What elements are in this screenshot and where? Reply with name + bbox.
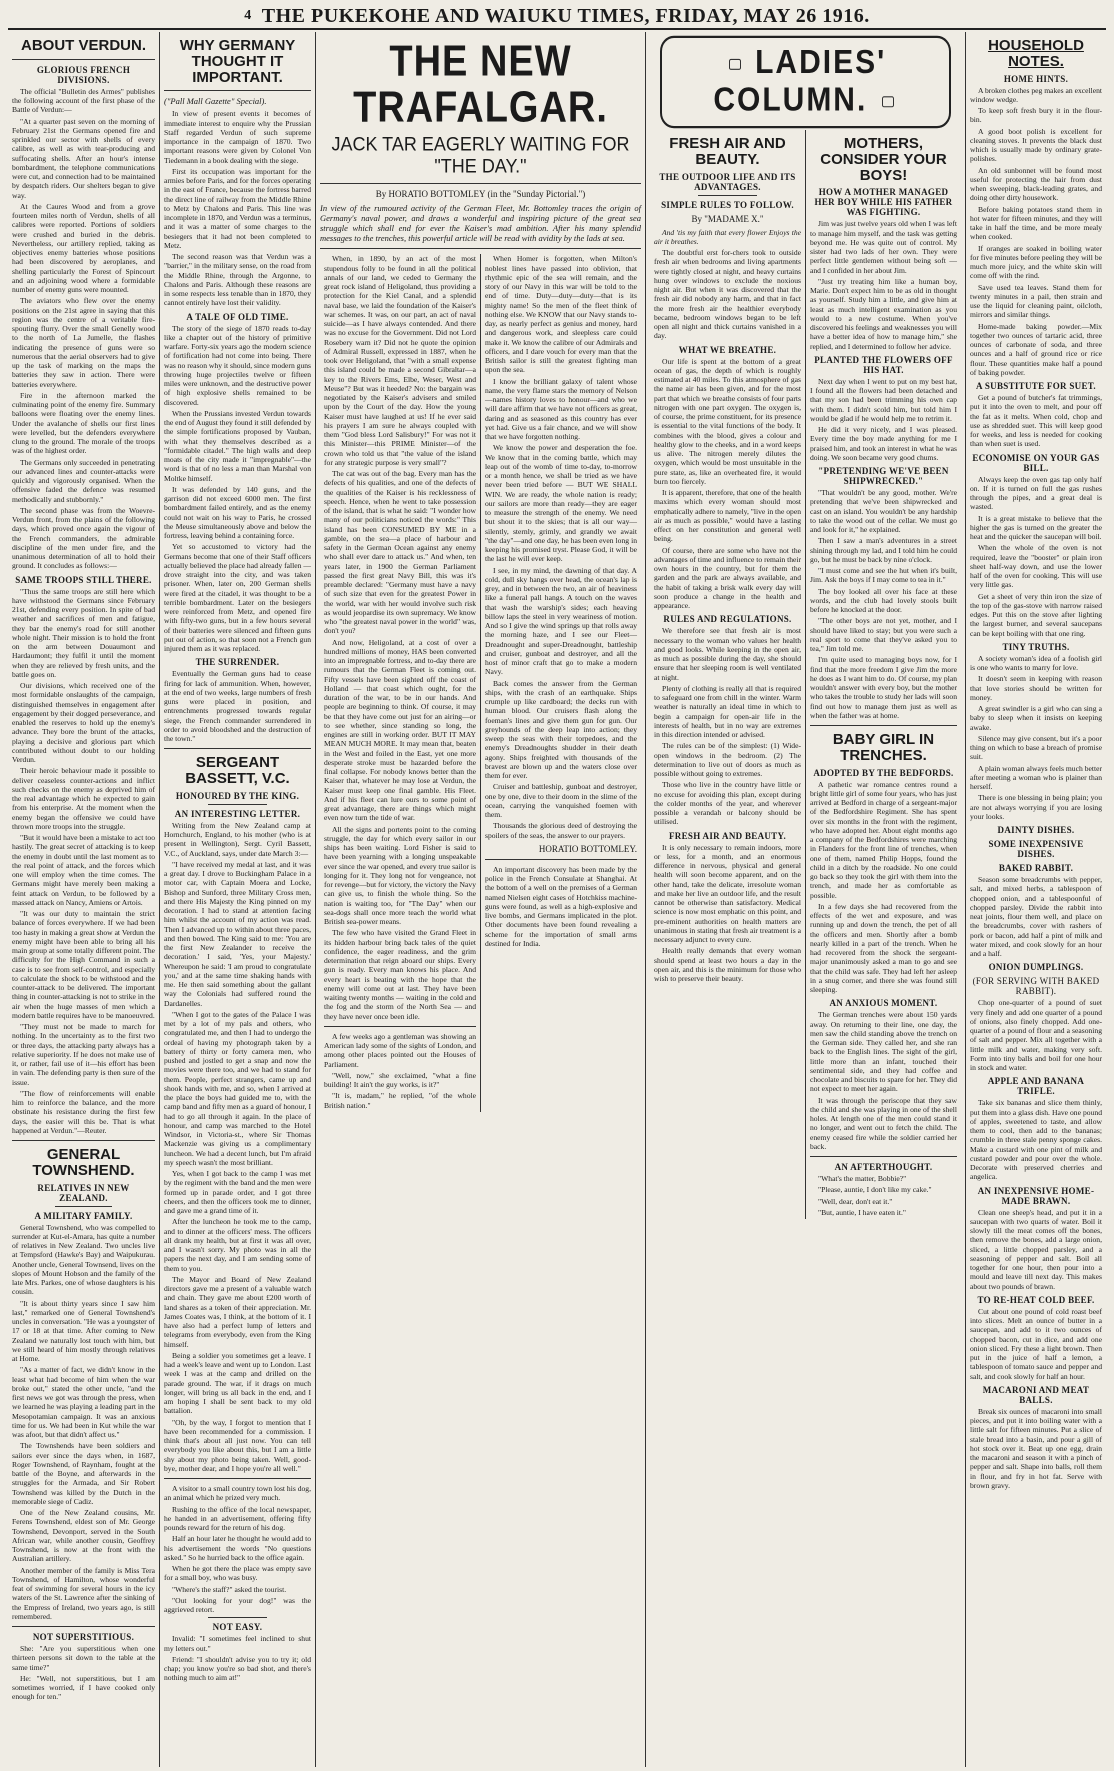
paragraph: Eventually the German guns had to cease firing for lack of ammunition. When, however, at the end of two weeks, large numbers of fresh guns were placed in position, and entrenchments progressed towards regular siege, the French commander surrendered in order to avoid bloodshed and the destruction of the town." bbox=[164, 669, 311, 743]
ladies-column bbox=[646, 32, 966, 1767]
paragraph: Being a soldier you sometimes get a leave. I had a week's leave and went up to London. Last week I was at the camp and drilled on the parade ground. The war, if it drags on much longer, will bring us all back in the end, and I am hoping I shall be sent back to my old battalion. bbox=[164, 1350, 311, 1416]
paragraph: "What's the matter, Bobbie?" bbox=[818, 1174, 907, 1183]
paragraph: Break six ounces of macaroni into small pieces, and put it into boiling water with a little salt for fifteen minutes. Put a slice of stale bread into a basin, and pour a gill of hot stock over it. Beat up one egg, drain the macaroni and season it with a pinch of pepper and salt. Shape into balls, roll them in flour, and fry in hot fat. Serve with brown gravy. bbox=[970, 1406, 1102, 1490]
paragraph: "Oh, by the way, I forgot to mention that I have been recommended for a commission. I think that's about all just now. You can tell everybody you like about this, but I am a little shy about my photo being taken. Well, good-bye, mother dear, and I hope you're all well." bbox=[164, 1417, 311, 1473]
headline-why-germany: WHY GERMANY THOUGHT IT IMPORTANT. bbox=[179, 37, 296, 86]
divider bbox=[164, 90, 311, 91]
paragraph: "The flow of reinforcements will enable him to reinforce the balance, and the more obstinate his resistance during the first few days, the easier will this be. That is what happened at Verdun."—Reuter. bbox=[12, 1088, 155, 1135]
divider bbox=[12, 1626, 155, 1627]
ladies-column-right bbox=[805, 130, 961, 1219]
paragraph: She: "Are you superstitious when one thirteen persons sit down to the table at the same time?" bbox=[12, 1644, 155, 1672]
ladies-column-title: LADIES' COLUMN. bbox=[713, 44, 887, 119]
divider bbox=[12, 1140, 155, 1141]
paragraph: A society woman's idea of a foolish girl is one who wants to marry for love. bbox=[970, 653, 1102, 672]
paragraph: Friend: "I shouldn't advise you to try it; old chap; you know you're so bad shot, and there's nothing much to aim at!" bbox=[164, 1654, 311, 1683]
divider bbox=[810, 725, 957, 726]
paragraph: We therefore see that fresh air is most necessary to the woman who values her health and good looks. While keeping in the open air, as much as possible during the day, she should ensure that her sleeping room is well ventilated at night. bbox=[654, 626, 801, 682]
paragraph: "It is about thirty years since I saw him last," remarked one of General Townshend's uncles in conversation. "He was a youngster of 17 or 18 at that time. After coming to New Zealand we naturally lost touch with him, but we still heard of him mostly through relatives at Home. bbox=[12, 1298, 155, 1363]
paragraph: "Out looking for your dog!" was the aggrieved retort. bbox=[164, 1595, 311, 1614]
paragraph: A great swindler is a girl who can sing a baby to sleep when it insists on keeping awake. bbox=[970, 704, 1102, 732]
paragraph: The German trenches were about 150 yards away. On returning to their line, one day, the men saw the child standing above the trench on the German side. They called her, and she ran back to the English lines. The sight of the girl, little more than an infant, touched their sentimental side, and they had coffee and chocolate and biscuits to spare for her. They did not expect to meet her again. bbox=[810, 1010, 957, 1094]
paragraph: "That wouldn't be any good, mother. We're pretending that we've been shipwrecked and cast on an island. You wouldn't be any hardship to take the wood out of the cellar. We must go and look for it," he explained. bbox=[810, 488, 957, 534]
paragraph: "I must come and see the hut when it's built, Jim. Ask the boys if I may come to tea in it." bbox=[810, 566, 957, 585]
article-new-trafalgar bbox=[316, 32, 646, 1767]
subhead: AN INEXPENSIVE HOME-MADE BRAWN. bbox=[977, 1185, 1095, 1206]
paragraph: Take six bananas and slice them thinly, put them into a glass dish. Have one pound of apples, sweetened to taste, and allow them to cool, then add to the bananas; crumble in three stale penny sponge cakes. Make a custard with one pint of milk and custard powder and pour over the whole. Decorate with preserved cherries and angelica. bbox=[970, 1098, 1102, 1182]
subhead: AN ANXIOUS MOMENT. bbox=[829, 998, 938, 1009]
subhead: MACARONI AND MEAT BALLS. bbox=[982, 1384, 1090, 1405]
headline-new-trafalgar: THE NEW TRAFALGAR. bbox=[353, 37, 608, 132]
masthead-title: THE PUKEKOHE AND WAIUKU TIMES, FRIDAY, MAY 26 1916. bbox=[261, 4, 870, 27]
paragraph: It was defended by 140 guns, and the garrison did not exceed 6000 men. The first bombardment failed entirely, and as the enemy could not wait on his way to Paris, he crossed the Meuse simultaneously above and below the fortress, leaving behind a containing force. bbox=[164, 484, 311, 540]
masthead bbox=[8, 4, 1106, 30]
paragraph: "But it would have been a mistake to act too hastily. The great secret of attacking is to keep the enemy in doubt until the last moment as to the real point of attack, and the forces which one will employ when the time comes. The Germans might have merely been making a feint attack on Verdun, to be followed by a massed attack on Nancy, Amiens or Artois. bbox=[12, 833, 155, 907]
subhead: DAINTY DISHES. bbox=[997, 825, 1075, 835]
subhead: HOME HINTS. bbox=[1003, 73, 1069, 84]
paragraph: The doubtful erst for-chers took to outside fresh air when bedrooms and living apartments were tightly closed at night, and heavy curtains hung over windows to exclude the noxious night air. But when it was discovered that the fresh air did nobody any harm, and that in fact the more fresh air the healthier everybody became, bedroom windows began to be left open all night and thick curtains vanished in a day. bbox=[654, 248, 801, 341]
paragraph: "They must not be made to march for nothing. In the uncertainty as to the first two or three days, the attacking party always has a relative superiority. If he does not make use of it, or rather, fail use of it—his effort has been in vain. The defending party is then sure of the issue. bbox=[12, 1022, 155, 1087]
paragraph: "The other boys are not yet, mother, and I should have liked to stay; but you were such a real sport to come that they've asked you to tea," Jim told me. bbox=[810, 616, 957, 653]
paragraph: The story of the siege of 1870 reads to-day like a chapter out of the history of primitive warfare. Forty-six years ago the modern science of fortification had not come into being. There was no reason why it should, since modern guns throwing huge projectiles twelve or fifteen miles were unknown, and the destructive power of high explosive shells remained to be discovered. bbox=[164, 323, 312, 407]
subhead: APPLE AND BANANA TRIFLE. bbox=[987, 1076, 1085, 1097]
paragraph: Writing from the New Zealand camp at Hornchurch, England, to his mother (who is at present in Wellington), Sergt. Cyril Bassett, V.C., of Auckland, says, under date March 3:— bbox=[164, 820, 311, 858]
paragraph: Their heroic behaviour made it possible to deliver ceaseless counter-actions and inflict such checks on the enemy as deprived him of the real advantage which he expected to gain from his enterprise. At the moment when the enemy began the offensive we could have thrown more troops into the struggle. bbox=[12, 766, 155, 831]
paragraph: In view of present events it becomes of immediate interest to enquire why the Prussian Staff regarded Verdun of such supreme importance in the campaign of 1870. Two important reasons were given by Colonel Von Tiedemann in a book dealing with the siege. bbox=[164, 109, 311, 165]
paragraph: Cruiser and battleship, gunboat and destroyer, one by one, dive to their doom in the slime of the ocean, carrying the vanquished foemen with them. bbox=[485, 782, 637, 820]
divider bbox=[208, 804, 267, 805]
subhead: GLORIOUS FRENCH DIVISIONS. bbox=[36, 64, 131, 85]
subhead: AN AFTERTHOUGHT. bbox=[834, 1162, 933, 1172]
subhead: RELATIVES IN NEW ZEALAND. bbox=[37, 1182, 130, 1203]
paragraph: "Just try treating him like a human boy, Marie. Don't expect him to be as old in thought as yourself. Study him a little, and give him at least as much intelligent examination as you would to a new costume. When you've discovered his feelings and weaknesses you will have a better idea of how to manage him," she replied, and I determined to follow her advice. bbox=[810, 276, 957, 351]
paragraph: A few weeks ago a gentleman was showing an American lady some of the sights of London, and among other places pointed out the Houses of Parliament. bbox=[324, 1031, 476, 1069]
paragraph: Fire in the afternoon marked the culminating point of the enemy fire. Summary balloons were floating over the enemy lines. Under the avalanche of shells our first lines were levelled, but the defenders everywhere clung to the ground. The morale of the troops was of the highest order. bbox=[12, 390, 155, 456]
scroll-ornament-icon bbox=[729, 59, 741, 70]
paragraph: "It is, madam," he replied, "of the whole British nation." bbox=[324, 1091, 476, 1110]
divider bbox=[698, 195, 757, 196]
paragraph: Clean one sheep's head, and put it in a saucepan with two quarts of water. Boil it slowly till the meat comes off the bones, then remove the bones, add a large onion, sliced, a little chopped parsley, and a seasoning of pepper and salt. Boil all together for one hour, then pour into a mould and leave till next day. This makes about two pounds of brawn. bbox=[970, 1207, 1102, 1291]
subhead: SAME TROOPS STILL THERE. bbox=[15, 574, 152, 585]
column-household bbox=[966, 32, 1106, 1767]
headline-baby-girl: BABY GIRL IN TRENCHES. bbox=[832, 731, 935, 764]
subhead: RULES AND REGULATIONS. bbox=[663, 614, 792, 625]
subhead: TO RE-HEAT COLD BEEF. bbox=[977, 1294, 1095, 1305]
paragraph: One of the New Zealand cousins, Mr. Ferens Townshend, eldest son of Mr. George Townshend, Devonport, served in the South African war, while another cousin, Geoffrey Townshend, is now at the front with the Australian artillery. bbox=[12, 1508, 155, 1564]
ladies-column-banner bbox=[660, 36, 951, 128]
paragraph: Get a sheet of very thin iron the size of the top of the gas-stove with narrow raised edges. Put this on the stove after lighting the largest burner, and several saucepans can be kept boiling with that one ring. bbox=[970, 591, 1102, 638]
paragraph: The official "Bulletin des Armes" publishes the following account of the first phase of the Battle of Verdun:— bbox=[12, 86, 155, 115]
paragraph: Save used tea leaves. Stand them for twenty minutes in a pail, then strain and use the liquid for cleaning paint, oilcloth, mirrors and similar things. bbox=[970, 282, 1102, 320]
page-number: 4 bbox=[244, 8, 252, 23]
column-verdun bbox=[8, 32, 160, 1767]
paragraph: Half an hour later he thought he would add to his advertisement the words "No questions asked." So he hurried back to the office again. bbox=[164, 1534, 311, 1562]
paragraph: The aviators who flew over the enemy positions on the 21st agree in saying that this region was the centre of a veritable fire-spouting flurry. Over the small Genelly wood to the north of La Jumelle, the flashes indicating the presence of guns were so numerous that the aerial observers had to give up the task of marking on the maps the batteries they saw in action. There were batteries everywhere. bbox=[12, 296, 155, 389]
divider bbox=[12, 59, 155, 60]
paragraph: An important discovery has been made by the police in the French Consulate at Shanghai. At the bottom of a well on the premises of a German named Nielsen eight cases of Hotchkiss machine-guns were found, as well as a high-explosive and live bombs, and Germans implicated in the plot. Other documents have been found revealing a scheme for the importation of small arms destined for India. bbox=[485, 864, 637, 948]
divider bbox=[164, 1478, 311, 1479]
paragraph: Cut about one pound of cold roast beef into slices. Melt an ounce of butter in a saucepan, and add to it two ounces of chopped bacon, cut in dice, and add one onion sliced. Fry these a light brown. Then put in the juice of half a lemon, a tablespoon of tomato sauce and pepper and salt, and cook slowly for half an hour. bbox=[970, 1306, 1102, 1381]
paragraph: Chop one-quarter of a pound of suet very finely and add one quarter of a pound of onions, also finely chopped. Add one-quarter of a pound of flour and a seasoning of salt and pepper. Mix all together with a little milk and water, making very soft. Form into tiny balls and boil for one hour in stock and water. bbox=[970, 998, 1102, 1072]
article-column-left bbox=[320, 254, 480, 1112]
paragraph: When Homer is forgotten, when Milton's noblest lines have passed into oblivion, that rhythmic epic of the sea will remain, and the story of our Navy in this war will be told to the end of time. Duty—duty—duty—that is its mighty name! So the men of the fleet think of nothing else. We KNOW that our Navy stands to-day, as nearly perfect as genius and money, hard and dangerous work, and sleepless care could make it. We know the calibre of our Admirals and officers, and I dare vouch for every man that the British sailor is still the greatest fighting man upon the sea. bbox=[485, 254, 637, 375]
paragraph: There is one blessing in being plain; you are not always worrying if you are losing your looks. bbox=[970, 793, 1102, 821]
paragraph: A visitor to a small country town lost his dog, an animal which he prized very much. bbox=[164, 1484, 311, 1503]
paragraph: Invalid: "I sometimes feel inclined to shut my letters out." bbox=[164, 1634, 311, 1653]
paragraph: Next day when I went to put on my best hat, I found all the flowers had been detached and that my son had been trimming his own cap with them. I didn't scold him, but told him I would be glad if he would help me to retrim it. bbox=[810, 376, 957, 423]
headline-sergeant-bassett: SERGEANT BASSETT, V.C. bbox=[185, 754, 290, 787]
column-germany bbox=[160, 32, 316, 1767]
paragraph: A good boot polish is excellent for cleaning stoves. It prevents the black dust which is usually made by ordinary grate-polishes. bbox=[970, 126, 1102, 164]
paragraph: Yes, when I got back to the camp I was met by the regiment with the band and the men were formed up in parade order, and I got three cheers, and then the officers took me to dinner, and gave me a grand time of it. bbox=[164, 1169, 311, 1215]
subhead: SIMPLE RULES TO FOLLOW. bbox=[661, 199, 794, 210]
subhead: WHAT WE BREATHE. bbox=[678, 344, 777, 355]
paragraph: Yet so accustomed to victory had the Germans become that one of their Staff officers actually believed the place had already fallen — drove straight into the city, and was taken prisoner. When, later on, 200 German shells were fired at the citadel, it was thought to be a terrible bombardment. Later on the besiegers were reinforced from Metz, and opened fire with fifty-two guns, but in a few hours several of their batteries were silenced and fifteen guns put out of action, so that soon not a French gun injured them as it was replaced. bbox=[164, 542, 311, 653]
paragraph: The boy looked all over his face at these words, and the club had lovely stools built before he knocked at the door. bbox=[810, 586, 957, 614]
divider bbox=[320, 248, 641, 249]
subheadline-jack-tar: JACK TAR EAGERLY WAITING FOR "THE DAY." bbox=[331, 132, 630, 177]
headline-household-notes: HOUSEHOLD NOTES. bbox=[988, 37, 1084, 70]
paragraph: "As a matter of fact, we didn't know in the least what had become of him when the war broke out," stated the other uncle, "and the first news we got was through the press, when we learned he was playing a leading part in the Mesopotamian campaign. It was an anxious time for us. We had been in Kut while the war was afoot, but that didn't affect us." bbox=[12, 1365, 155, 1439]
paragraph: Get a pound of butcher's fat trimmings, put it into the oven to melt, and pour off the fat as it melts. When cold, chop and use as shredded suet. This will keep good for weeks, and less is needed for cooking than when suet is used. bbox=[970, 393, 1102, 449]
paragraph: "Please, auntie, I don't like my cake." bbox=[818, 1185, 932, 1195]
subhead: NOT SUPERSTITIOUS. bbox=[32, 1632, 135, 1642]
paragraph: Season some breadcrumbs with pepper, salt, and mixed herbs, a tablespoon of chopped onion, and a tablespoonful of chopped parsley. Divide the rabbit into neat joints, flour them well, and place on the breadcrumbs, cover with rashers of pork or bacon, add half a pint of milk and water mixed, and cook slowly for an hour and a half. bbox=[970, 875, 1102, 958]
subhead: AN INTERESTING LETTER. bbox=[174, 808, 301, 819]
paragraph: A broken clothes peg makes an excellent window wedge. bbox=[970, 85, 1102, 104]
byline: By HORATIO BOTTOMLEY (in the "Sunday Pictorial.") bbox=[375, 189, 586, 200]
article-body bbox=[320, 254, 641, 1112]
paragraph: I know the brilliant galaxy of talent whose name, the very flame stars the memory of Nelson—names history loves to honour—and who we will dare affirm that we have not officers as great, daring and as seasoned as this country has ever yet had. Give us a fair chance, and we will show that we have forgotten nothing. bbox=[485, 376, 637, 442]
subhead: FRESH AIR AND BEAUTY. bbox=[669, 830, 786, 841]
subhead: ONION DUMPLINGS. bbox=[988, 962, 1084, 973]
paragraph: All the signs and portents point to the coming struggle, the day for which every sailor in our ships has been waiting. Lord Fisher is said to have been yearning with a longing unspeakable ever since the war opened, and every true sailor is longing for it. They long not for vengeance, not for revenge—but for victory, the victory the Navy can give us, to finish the whole thing. So the nation is waiting too, for "The Day" when our sea-dogs shall once more teach the world what British sea-power means. bbox=[324, 824, 476, 927]
paragraph: The second phase was from the Woevre-Verdun front, from the plains of the following days, which proved once again the vigour of the French commanders, the admirable discipline of the men under fire, and the unanimous determination of all to hold their ground. It concludes as follows:— bbox=[12, 505, 155, 571]
subhead: A SUBSTITUTE FOR SUET. bbox=[976, 381, 1096, 391]
paragraph: Our life is spent at the bottom of a great ocean of gas, the depth of which is roughly estimated at 40 miles. To this atmosphere of gas the name air has been given, and for the most part that which we breathe consists of four parts nitrogen with one part oxygen. The oxygen is, of course, the prime constituent, for its presence is essential to the vital functions of the body. It combines with the blood, gives a colour and healthy glow to the cheeks, and in a word keeps us alive. The nitrogen merely dilutes the oxygen, which would be most unsuitable in the pure state, as, like an overheated fire, it would burn too fiercely. bbox=[654, 356, 801, 486]
headline-about-verdun: ABOUT VERDUN. bbox=[20, 37, 146, 54]
paragraph: It is a great mistake to believe that the higher the gas is turned on the greater the heat and the quicker the saucepan will boil. bbox=[970, 513, 1102, 541]
paragraph: Plenty of clothing is really all that is required to safeguard one from chill in the winter. Warm weather is naturally an ideal time in which to begin a campaign for open-air life in the interests of health, but in no way are extremes in this direction intended or advised. bbox=[654, 683, 801, 739]
subhead: A MILITARY FAMILY. bbox=[34, 1210, 133, 1221]
paragraph: It doesn't seem in keeping with reason that love stories should be written for money. bbox=[970, 674, 1102, 702]
divider bbox=[164, 748, 311, 749]
subhead: ECONOMISE ON YOUR GAS BILL. bbox=[972, 452, 1100, 473]
paragraph: When the Prussians invested Verdun towards the end of August they found it still defended by the simple fortifications proposed by Vauban, with what they themselves described as a "formidable citadel." The high walls and deep moats of the city made it "impregnable"—the word is that of no less a man than Marshal von Moltke himself. bbox=[164, 408, 311, 483]
paragraph: The Germans only succeeded in penetrating our advanced lines and counter-attacks were quickly and vigorously organised. When the offensive faded the defence was resumed methodically and stubbornly." bbox=[12, 457, 155, 504]
scroll-ornament-icon bbox=[882, 96, 894, 107]
paragraph: Always keep the oven gas tap only half on. If it is turned on full the gas rushes through the pipes, and a great deal is wasted. bbox=[970, 474, 1102, 512]
paragraph: The few who have visited the Grand Fleet in its hidden harbour bring back tales of the quiet confidence, the eager readiness, and the grim determination that reign aboard our ships. Every gun is ready. Every man knows his place. And every heart is beating with the hope that the enemy will come out at last. They have been waiting twenty months — waiting in the cold and the fog and the storm of the North Sea — and they have never once been idle. bbox=[324, 928, 476, 1021]
paragraph: "I have received my medal at last, and it was a great day. I drove to Buckingham Palace in a motor car, with Captain Moera and Locke, Bishop and Sunford, three Military Cross men, and there His Majesty the King pinned on my decoration. I had to stand at attention facing him whilst the account of my action was read. Then I advanced up to within about three paces, and then bowed. The King said to me: 'You are the first New Zealander to receive the decoration.' I said, 'Yes, your Majesty.' Whereupon he said: 'I am proud to congratulate you,' and at the same time shaking hands with me. He then said something about the gallant way the Colonials had suffered round the Dardanelles. bbox=[164, 859, 311, 1008]
headline-fresh-air: FRESH AIR AND BEAUTY. bbox=[669, 135, 786, 168]
paragraph: When the whole of the oven is not required, leave the "booster" or plain iron sheet half-way down, and use the lower half of the oven for cooking. This will use very little gas. bbox=[970, 543, 1102, 590]
paragraph: Jim was just twelve years old when I was left to manage him myself, and the task was getting beyond me. He was quite out of control. My sister had two lads of her own. They were perfect little gentlemen without being soft — and I confided in her about Jim. bbox=[810, 219, 957, 275]
subhead: HONOURED BY THE KING. bbox=[175, 790, 300, 801]
paragraph: I see, in my mind, the dawning of that day. A cold, dull sky hangs over head, the ocean's lap is grey, and in between the two, an air of heaviness like a funeral pall hangs. A touch on the waves that wash the warship's sides; each heaving billow laps the steel in very weariness of motion. And so I give the wind springs up that rolls away the morning haze, and I see our Fleet—Dreadnought and super-Dreadnought, battleship and cruiser, gunboat and destroyer, and all the host of minor craft that go to make a modern Navy. bbox=[485, 565, 637, 677]
paragraph: "At a quarter past seven on the morning of February 21st the Germans opened fire and sprinkled our sector with shells of every calibre, as well as with tear-producing and suffocating shells. After an hour's intense bombardment, the telephone communications were cut, and connection had to be maintained by despatch riders. Our shelters began to give way. bbox=[12, 116, 155, 200]
paragraph: Home-made baking powder.—Mix together two ounces of tartaric acid, three ounces of carbonate of soda, and three ounces and a half of ground rice or rice flour. These quantities make half a pound of baking powder. bbox=[970, 321, 1102, 377]
paragraph: "Well, now," she exclaimed, "what a fine building! It ain't the guy works, is it?" bbox=[324, 1070, 476, 1090]
ladies-body bbox=[650, 130, 961, 1219]
paragraph: Back comes the answer from the German ships, with the crash of an earthquake. Ships crumple up like cardboard; the decks run with human blood. Our cruisers flash along the foeman's lines and give them gun for gun. Our greyhounds of the deep leap into action; they sweep the seas with their torpedoes, and the enemy's Dreadnoughts shudder in their death agony. Ships freighted with thousands of the bravest are blown up and the waters close over them for ever. bbox=[485, 678, 637, 781]
paragraph: "Well, dear, don't eat it." bbox=[818, 1196, 893, 1206]
paragraph: Before baking potatoes stand them in hot water for fifteen minutes, and they will take in half the time, and be more mealy when cooked. bbox=[970, 204, 1102, 242]
subhead: PLANTED THE FLOWERS OFF HIS HAT. bbox=[814, 354, 953, 375]
subhead: HOW A MOTHER MANAGED HER BOY WHILE HIS FATHER WAS FIGHTING. bbox=[814, 187, 953, 218]
paragraph: Rushing to the office of the local newspaper, he handed in an advertisement, offering fifty pounds reward for the return of his dog. bbox=[164, 1504, 311, 1532]
paragraph: When, in 1890, by an act of the most stupendous folly to be found in all the political annals of our land, we ceded to Germany the great rock island of Heligoland, thus providing a protection for the Kiel Canal, and a splendid naval base, we laid the foundation of the Kaiser's war schemes. It was, on our part, an act of naval suicide—as I have always contended. And there was no excuse for the Government. Did not Lord Rosebery warn it? Did not he quote the opinion of Admiral Russell, expressed in 1887, when he took over Heligoland, that "with a small expense this island could be made a second Gibraltar—a key to the Rivers Ems, Elbe, Weser, West and Meuse"? But was it heeded? No: the bargain was negotiated by the Kaiser's advisers and smiled upon by the Court of the day. How the young Kaiser must have laughed at us! If he ever said his prayers I am sure he always coupled with them "God bless Lord Salisbury!" For was not it this Minister—this PRIME Minister—of the crown who told us that "the value of the island for any strategic purpose is very small"? bbox=[324, 254, 476, 467]
paragraph: He: "Well, not superstitious, but I am sometimes worried, if I have cooked only enough for ten." bbox=[12, 1673, 155, 1702]
paragraph: It is only necessary to remain indoors, more or less, for a month, and an enormous difference in nervous, physical and general health will soon become apparent, and on the other hand, take the delicate, irresolute woman and make her live an outdoor life, and the result cannot be otherwise than satisfactory. Medical science is now most emphatic on this point, and pre-eminent authorities on health matters are unanimous in stating that fresh air treatment is a necessary adjunct to every cure. bbox=[654, 842, 801, 944]
paragraph: If oranges are soaked in boiling water for five minutes before peeling they will be much more juicy, and the white skin will come off with the rind. bbox=[970, 243, 1102, 281]
paragraph: It was through the periscope that they saw the child and she was playing in one of the shell holes. At length one of the men could stand it no longer, and went out to fetch the child. The enemy ceased fire while the soldier carried her back. bbox=[810, 1095, 957, 1151]
divider bbox=[324, 1026, 476, 1027]
article-intro: In view of the rumoured activity of the German Fleet, Mr. Bottomley traces the origin of Germany's naval power, and draws a wonderful and inspiring picture of the great sea struggle which shall end for ever the Kaiser's mad ambition. After his many splendid messages to the trenches, this powerful article will be read with avidity by the lads at sea. bbox=[320, 203, 641, 244]
paragraph: And 'tis my faith that every flower Enjoys the air it breathes. bbox=[654, 227, 801, 246]
paragraph: After the luncheon he took me to the camp, and to dinner at the officers' mess. The officers all drank my health, but at first it was all over, and I wasn't sorry. My photo was in all the papers the next day, and I am sending some of them to you. bbox=[164, 1217, 311, 1273]
paragraph: Health really demands that every woman should spend at least two hours a day in the open air, and this is the minimum for those who wish to preserve their beauty. bbox=[654, 946, 801, 983]
subhead: A TALE OF OLD TIME. bbox=[186, 311, 289, 322]
paragraph: "Where's the staff?" asked the tourist. bbox=[172, 1584, 287, 1594]
article-column-right bbox=[480, 254, 641, 1112]
paragraph: I'm quite used to managing boys now, for I find that the more freedom I give Jim the more he does as I want him to do. Of course, my plan wouldn't answer with every boy, but the mother who takes the trouble to study her lads will soon find out how to manage them just as well as when the father was at home. bbox=[810, 655, 958, 720]
subhead: THE SURRENDER. bbox=[195, 657, 280, 668]
subhead: (FOR SERVING WITH BAKED RABBIT). bbox=[972, 976, 1100, 997]
ladies-column-left bbox=[650, 130, 805, 1219]
paragraph: To keep soft fresh bury it in the flour-bin. bbox=[970, 106, 1102, 125]
paragraph: First its occupation was important for the armies before Paris, and for the forces operating in the east of France, because the fortress barred the direct line of railway from the Middle Rhine to Metz by Chalons and Paris. This line was incomplete in 1870, and Verdun was a terminus, and it was a matter of some charges to the besiegers that it had not been completed to Metz. bbox=[164, 166, 311, 250]
paragraph: "Thus the same troops are still here which have withstood the Germans since February 21st, defending every position. In spite of bad weather and sacrifices of men and fatigue, they bar the enemy's road for still another whole night. Their mission is to hold the front on the arm between Douaumont and Hardaumont; they fulfil it until the moment when they are relieved by fresh units, and the battle goes on. bbox=[12, 586, 155, 679]
paragraph: General Townshend, who was compelled to surrender at Kut-el-Amara, has quite a number of relatives in New Zealand. Two uncles live at Tempsford (Hawke's Bay) and Waipukurau. Another uncle, General Townsend, lives on the slopes of Mount Hobson and the family of the late Mrs. Parkes, one of whose daughters is his cousin. bbox=[12, 1222, 155, 1297]
paragraph: Thousands the glorious deed of destroying the spoilers of the seas, the answer to our prayers. bbox=[485, 821, 637, 840]
subhead: ADOPTED BY THE BEDFORDS. bbox=[813, 767, 954, 778]
paragraph: An old sunbonnet will be found most useful for protecting the hair from dust when sweeping, black-leading grates, and doing other dirty housework. bbox=[970, 165, 1102, 203]
paragraph: Silence may give consent, but it's a poor thing on which to base a breach of promise suit. bbox=[970, 733, 1102, 762]
paragraph: The Mayor and Board of New Zealand directors gave me a present of a valuable watch and chain. They gave me about £200 worth of land shares as a token of their appreciation. Mr. James Coates was, I think, at the bottom of it. I have also had a perfect lump of letters and telegrams from everybody, even from the King himself. bbox=[164, 1274, 311, 1349]
paragraph: It is apparent, therefore, that one of the health maxims which every woman should most emphatically adhere to namely, "live in the open air as much as possible," would have a lasting effect on her constitution and general well being. bbox=[654, 488, 801, 544]
paragraph: A plain woman always feels much better after meeting a woman who is plainer than herself. bbox=[970, 763, 1102, 791]
paragraph: Our divisions, which received one of the most formidable onslaughts of the campaign, distinguished themselves in engagement after engagement by their dogged perseverance, and enabled the reserves to hold up the enemy's advance. They bore the brunt of the attacks, playing a decisive and glorious part which contributed without doubt to our holding Verdun. bbox=[12, 681, 155, 764]
divider bbox=[55, 1206, 112, 1207]
paragraph: He did it very nicely, and I was pleased. Every time the boy made anything for me I praised him, and took an interest in what he was doing. We soon became very good chums. bbox=[810, 425, 957, 462]
subhead: TINY TRUTHS. bbox=[1002, 641, 1070, 652]
columns bbox=[8, 32, 1106, 1767]
headline-general-townshend: GENERAL TOWNSHEND. bbox=[32, 1146, 135, 1179]
paragraph: We know the power and desperation the foe. We know that in the coming battle, which may leap out of the womb of time to-day, to-morrow or a month hence, we shall be tried as we have never been tried before — BUT WE SHALL WIN. We are ready, the whole nation is ready; our sailors are more than ready—they are eager to measure the strength of the enemy. We need but shout it to the skies; that is all our way—silently, sternly, grimly, and grandly we await "the day"—and one day, he has been even long in keeping his promised tryst. Please God, it will be the last he will ever keep. bbox=[485, 443, 637, 564]
headline-mothers: MOTHERS, CONSIDER YOUR BOYS! bbox=[820, 135, 947, 184]
paragraph: The Townshends have been soldiers and sailors ever since the days when, in 1687, Roger Townshend, of Raynham, fought at the battle of the Boyne, and afterwards in the struggles for the Armada, and Sir Robert Townshend was killed by the Dutch in the memorable siege of Cadiz. bbox=[12, 1441, 155, 1506]
paragraph: "It was our duty to maintain the strict balance of forces everywhere. If we had been too hasty in making a great show at Verdun the enemy might have been able to bring all his main group at some totally different point. The difficulty for the High Command in such a case is to see from self-control, and especially to calculate the shock to be withstood and the counter-attack to be delivered. The important thing in counter-attacking is not to strike in the air when the huge masses of men which a modern battle requires have to be manoeuvred. bbox=[12, 909, 155, 1020]
paragraph: A pathetic war romance centres round a bright little girl of some four years, who has just arrived at Bedford in charge of a sergeant-major of the Bedfordshire Regiment. She has spent over six months in the front with the regiment, who have adopted her. About eight months ago a company of the Bedfordshires were marching in Flanders for the front line of trenches, when one of them, named Philip Hopps, found the child in a ditch by the roadside. No one could go back so they took the girl with them into the trench, and made her as comfortable as possible. bbox=[810, 779, 957, 900]
paragraph: Those who live in the country have little or no excuse for avoiding this plan, except during the colder months of the year, and wherever possible a verandah or balcony should be utilised. bbox=[654, 780, 801, 827]
divider bbox=[810, 1156, 957, 1157]
paragraph: The rules can be of the simplest: (1) Wide-open windows in the bedroom. (2) The determination to live out of doors as much as possible without going to extremes. bbox=[654, 741, 801, 778]
paragraph: The second reason was that Verdun was a "barrier," in the military sense, on the road from the Middle Rhine, through the Argonne, to Chalons and Paris. Although these reasons are in some respects less tenable than in 1870, they cannot entirely have lost their validity. bbox=[164, 252, 311, 308]
subhead: BAKED RABBIT. bbox=[998, 863, 1074, 873]
byline: By "MADAME X." bbox=[691, 213, 764, 224]
paragraph: At the Caures Wood and from a grove fourteen miles north of Verdun, shells of all calibres were reported. Portions of soldiers were crushed and buried in the debris. Nevertheless, our artillery replied, taking as objectives enemy batteries whose positions had been discovered by aeroplanes, and shelling particularly the Forest of Spincourt and an adjoining wood where a formidable number of enemy guns were mounted. bbox=[12, 201, 155, 294]
divider bbox=[485, 859, 637, 860]
paragraph: The cat was out of the bag. Every man has the defects of his qualities, and one of the defects of the qualities of the Kaiser is his recklessness of speech. Hence, when he went to take possession of the island, that is what he said: "I wonder how many of our politicians noticed the words:" This island has been CONSUMED BY ME in a gamble, on the sea—a place of harbour and safety in the German Ocean against any enemy who shall ever dare to attack us." And when, ten years later, in 1900 the German Parliament passed the first great Navy Bill, this was it's preamble declared: "Germany must have a navy of such size that even for the greatest Power in the world, war with her would involve such risk as would jeopardise its own supremacy. We know who "the greatest naval power in the world" was, don't you? bbox=[324, 469, 476, 636]
source-note: ("Pall Mall Gazette" Special). bbox=[164, 96, 267, 107]
divider bbox=[320, 183, 641, 184]
paragraph: "But, auntie, I have eaten it." bbox=[818, 1207, 907, 1217]
subhead: SOME INEXPENSIVE DISHES. bbox=[988, 839, 1084, 859]
paragraph: And now, Heligoland, at a cost of over a hundred millions of money, HAS been converted into an impregnable fortress, and to-day there are rumours that the German Fleet is coming out. Fifty vessels have been sighted off the coast of Holland — that coast which ought, for the duration of the war, to be in our hands. And people are beginning to think. Of course, it may be that they have come out just for an airing—or to see whether, since standing so long, the engines are still in working order. BUT IT MAY MEAN MUCH MORE. It may mean that, beaten in the West and foiled in the East, yet one more desperate stroke must be hazarded before the final collapse. For nobody knows better than the Kaiser that, whatever he may lose at Verdun, the Kaiser must keep one final gamble. His Fleet. And if his fleet can lure ours to some point of great advantage, there are things which might even now turn the tide of war. bbox=[324, 637, 476, 823]
subhead: THE OUTDOOR LIFE AND ITS ADVANTAGES. bbox=[659, 171, 796, 192]
paragraph: In a few days she had recovered from the effects of the wet and exposure, and was running up and down the trench, the pet of all the officers and men. Shortly after a bomb nearly killed in a part of the trench. When he had recovered from the shock the sergeant-major unanimously asked a man to go and see that the child was safe. They had left her asleep in a snug corner, and there she was found still sleeping. bbox=[810, 901, 957, 994]
paragraph: "When I got to the gates of the Palace I was met by a lot of my pals and others, who congratulated me, and then I had to undergo the ordeal of having my photograph taken by a battery of thirty or forty camera men, who pushed and jostled to get a snap and now the movies were there too, and we had to stand for them. People, perfect strangers, came up and shook hands with me, and so, when I arrived at the place the boys had guided me to, with the camp band and fifty men as a guard of honour, I had to go all through it again. In the place of honour, and camp was marched to the Hotel Windsor, in Victoria-st., where Sir Thomas Mackenzie was giving us a complimentary luncheon. We had a decent lunch, but I'm afraid my speech wasn't the most brilliant. bbox=[164, 1009, 311, 1167]
paragraph: Of course, there are some who have not the advantages of time and influence to remain their own hours in the country, but for them the garden and the park are always available, and the habit of taking a brisk walk every day will soon produce a change in the health and appearance. bbox=[654, 545, 801, 610]
paragraph: Then I saw a man's adventures in a street shining through my lad, and I told him he could go, but he must be back by nine o'clock. bbox=[810, 536, 957, 564]
signature: HORATIO BOTTOMLEY. bbox=[538, 843, 637, 854]
subhead: "PRETENDING WE'VE BEEN SHIPWRECKED." bbox=[818, 466, 949, 486]
paragraph: Another member of the family is Miss Tera Townshend, of Hamilton, whose wonderful feat of swimming for several hours in the icy waters of the St. Lawrence after the sinking of the Empress of Ireland, two years ago, is still remembered. bbox=[12, 1565, 155, 1621]
divider bbox=[208, 1617, 267, 1618]
subhead: NOT EASY. bbox=[212, 1622, 263, 1633]
paragraph: When he got there the place was empty save for a small boy, who was busy. bbox=[164, 1564, 311, 1583]
